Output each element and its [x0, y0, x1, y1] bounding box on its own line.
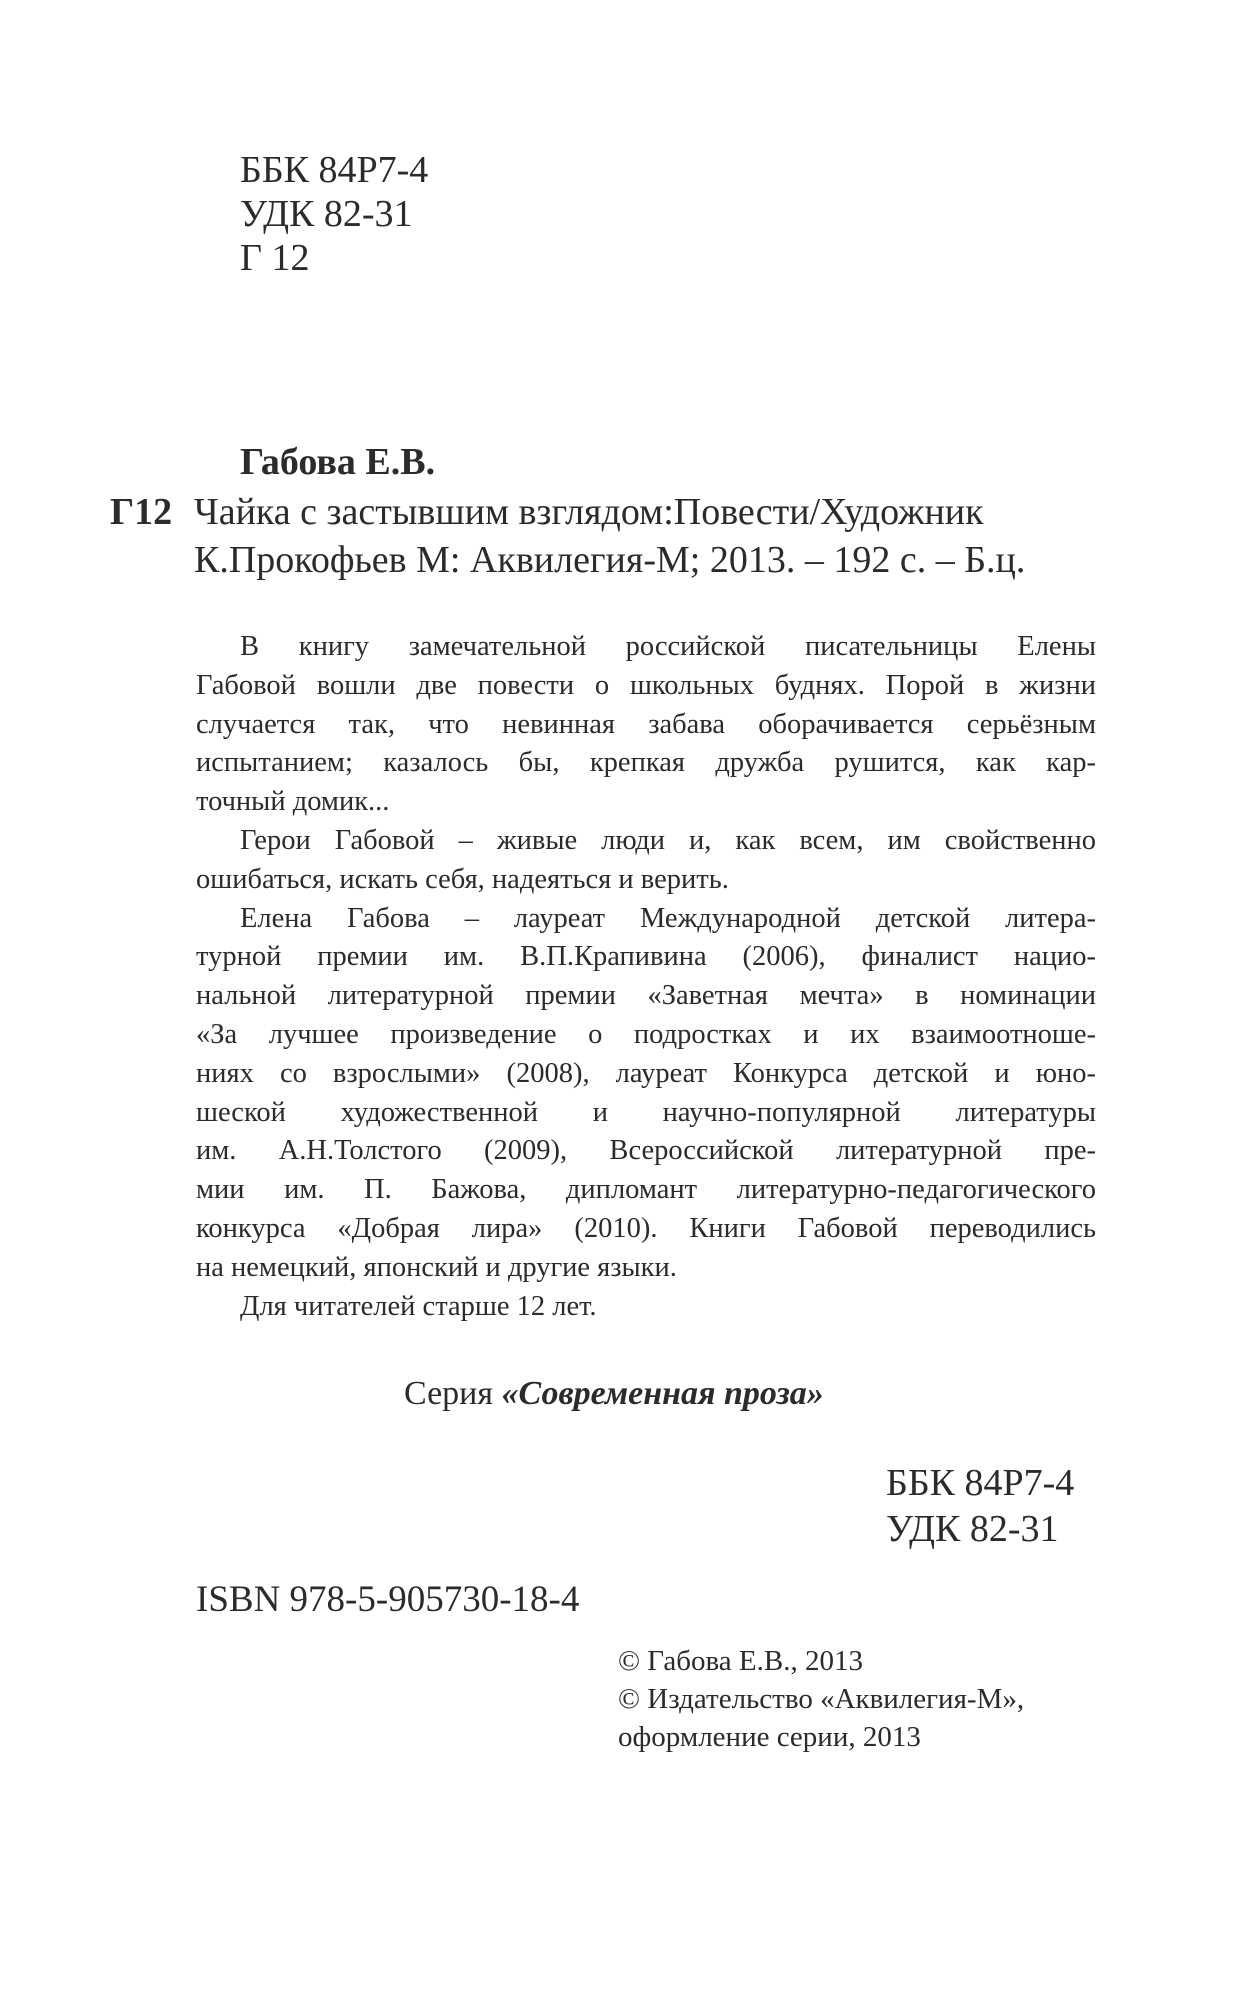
copyright-author: © Габова Е.В., 2013: [618, 1645, 863, 1677]
cutter-code: Г 12: [240, 237, 310, 279]
bibliographic-entry: [110, 488, 1120, 584]
annotation-line: мии им. П. Бажова, дипломант литературно-педагогического: [196, 1174, 1096, 1206]
series-prefix: Серия: [404, 1375, 494, 1412]
annotation-line: ниях со взрослыми» (2008), лауреат Конкурса детской и юно-: [196, 1057, 1096, 1089]
annotation-line: конкурса «Добрая лира» (2010). Книги Габовой переводились: [196, 1212, 1096, 1244]
annotation-line: «За лучшее произведение о подростках и их взаимоотноше-: [196, 1018, 1096, 1050]
isbn: ISBN 978-5-905730-18-4: [196, 1579, 580, 1620]
annotation-line: Для читателей старше 12 лет.: [240, 1290, 597, 1322]
annotation-line: Габовой вошли две повести о школьных буднях. Порой в жизни: [196, 669, 1096, 701]
annotation-line: Елена Габова – лауреат Международной детской литера-: [240, 902, 1096, 934]
annotation-line: Герои Габовой – живые люди и, как всем, им свойственно: [240, 824, 1096, 856]
series-line: [404, 1375, 824, 1413]
annotation-line: точный домик...: [196, 786, 390, 818]
copyright-series-design: оформление серии, 2013: [618, 1721, 921, 1753]
classification-codes-bottom: [886, 1460, 1074, 1552]
bbk-code: ББК 84Р7-4: [886, 1462, 1075, 1504]
series-name: «Современная проза»: [501, 1375, 824, 1412]
copyright-block: [618, 1642, 1024, 1756]
annotation-line: испытанием; казалось бы, крепкая дружба рушится, как кар-: [196, 747, 1096, 779]
udk-code: УДК 82-31: [886, 1508, 1059, 1550]
annotation-line: турной премии им. В.П.Крапивина (2006), финалист нацио-: [196, 941, 1096, 973]
annotation-line: нальной литературной премии «Заветная мечта» в номинации: [196, 980, 1096, 1012]
annotation-line: шеской художественной и научно-популярной литературы: [196, 1096, 1096, 1128]
author-name: Габова Е.В.: [240, 441, 436, 483]
cutter-mark: Г12: [110, 491, 173, 533]
bbk-code: ББК 84Р7-4: [240, 149, 429, 191]
annotation-line: В книгу замечательной российской писательницы Елены: [240, 631, 1096, 662]
udk-code: УДК 82-31: [240, 193, 413, 235]
entry-publication-line: К.Прокофьев М: Аквилегия-М; 2013. – 192 с. – Б.ц.: [194, 539, 1026, 581]
annotation-line: на немецкий, японский и другие языки.: [196, 1251, 677, 1283]
annotation-line: им. А.Н.Толстого (2009), Всероссийской литературной пре-: [196, 1135, 1096, 1167]
copyright-publisher: © Издательство «Аквилегия-М»,: [618, 1683, 1025, 1715]
annotation-line: ошибаться, искать себя, надеяться и верить.: [196, 863, 729, 895]
classification-codes-top: [240, 148, 428, 280]
annotation-line: случается так, что невинная забава оборачивается серьёзным: [196, 708, 1096, 740]
annotation: [196, 628, 1096, 1326]
entry-title-line: Чайка с застывшим взглядом:Повести/Художник: [194, 491, 984, 533]
